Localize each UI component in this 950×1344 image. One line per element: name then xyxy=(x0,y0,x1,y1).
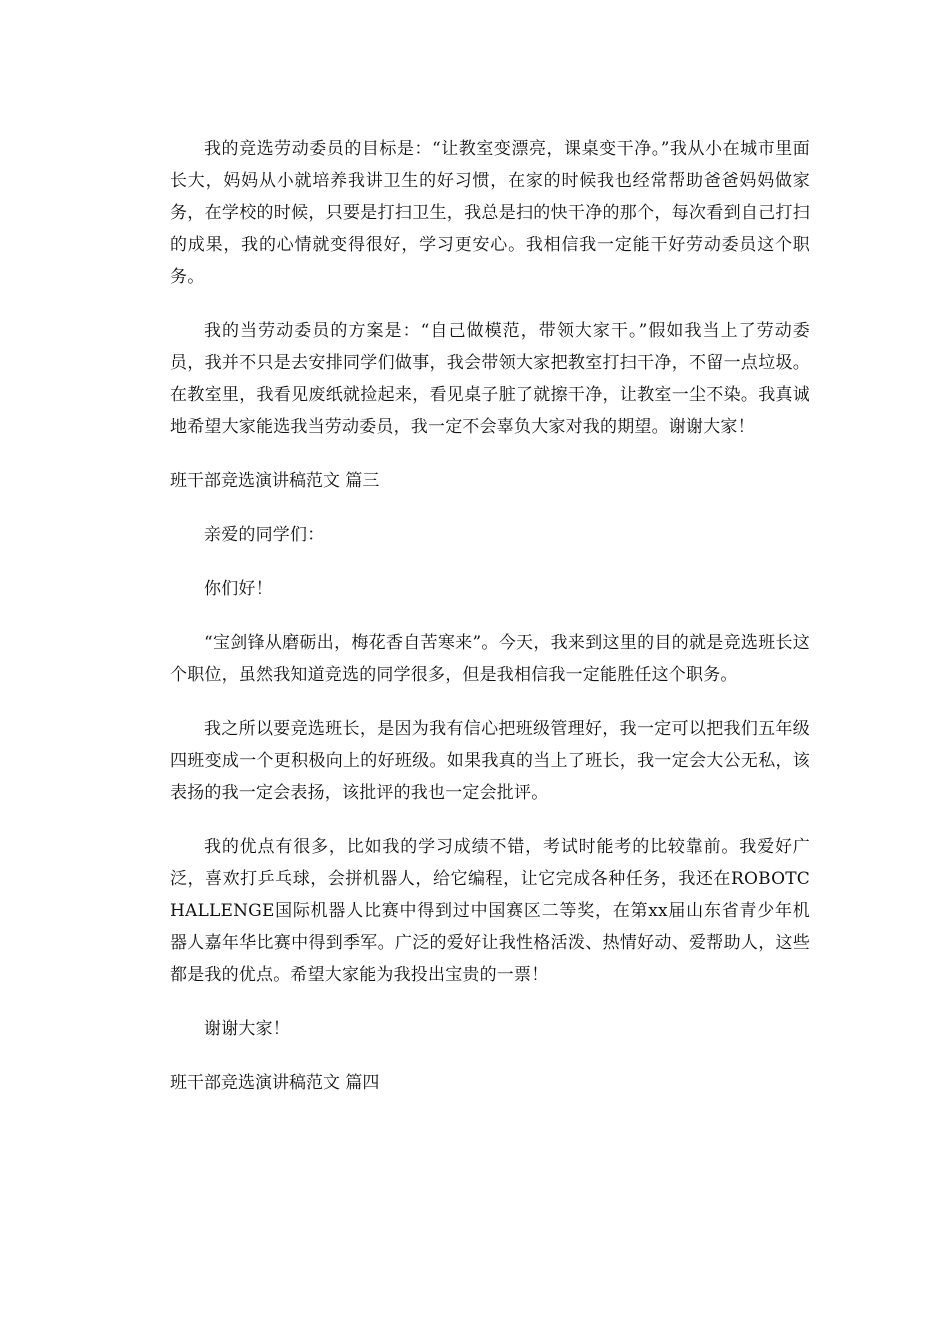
section-heading-part-three: 班干部竞选演讲稿范文 篇三 xyxy=(170,471,380,491)
paragraph-labor-goal: 我的竞选劳动委员的目标是：“让教室变漂亮，课桌变干净。”我从小在城市里面长大，妈妈从小就培养我讲卫生的好习惯，在家的时候我也经常帮助爸爸妈妈做家务，在学校的时候，只要是打扫卫生，我总是扫的快干净的那个，每次看到自己打扫的成果，我的心情就变得很好，学习更安心。我相信我一定能干好劳动委员这个职务。 xyxy=(170,139,810,287)
paragraph-thanks: 谢谢大家！ xyxy=(204,1019,290,1039)
paragraph-strengths: 我的优点有很多，比如我的学习成绩不错，考试时能考的比较靠前。我爱好广泛，喜欢打乒乓球，会拼机器人，给它编程，让它完成各种任务，我还在ROBOTCHALLENGE国际机器人比赛中得到过中国赛区二等奖，在第xx届山东省青少年机器人嘉年华比赛中得到季军。广泛的爱好让我性格活泼、热情好动、爱帮助人，这些都是我的优点。希望大家能为我投出宝贵的一票！ xyxy=(170,837,810,985)
paragraph-labor-plan: 我的当劳动委员的方案是：“自己做模范，带领大家干。”假如我当上了劳动委员，我并不只是去安排同学们做事，我会带领大家把教室打扫干净，不留一点垃圾。在教室里，我看见废纸就捡起来，看见桌子脏了就擦干净，让教室一尘不染。我真诚地希望大家能选我当劳动委员，我一定不会辜负大家对我的期望。谢谢大家！ xyxy=(170,321,810,437)
section-heading-part-four: 班干部竞选演讲稿范文 篇四 xyxy=(170,1073,380,1093)
paragraph-reason: 我之所以要竞选班长，是因为我有信心把班级管理好，我一定可以把我们五年级四班变成一个更积极向上的好班级。如果我真的当上了班长，我一定会大公无私，该表扬的我一定会表扬，该批评的我也一定会批评。 xyxy=(170,719,810,803)
paragraph-intro: “宝剑锋从磨砺出，梅花香自苦寒来”。今天，我来到这里的目的就是竞选班长这个职位，虽然我知道竞选的同学很多，但是我相信我一定能胜任这个职务。 xyxy=(170,633,810,685)
paragraph-salutation: 亲爱的同学们： xyxy=(204,525,325,545)
paragraph-greeting: 你们好！ xyxy=(204,579,273,599)
document-body xyxy=(170,133,810,1121)
